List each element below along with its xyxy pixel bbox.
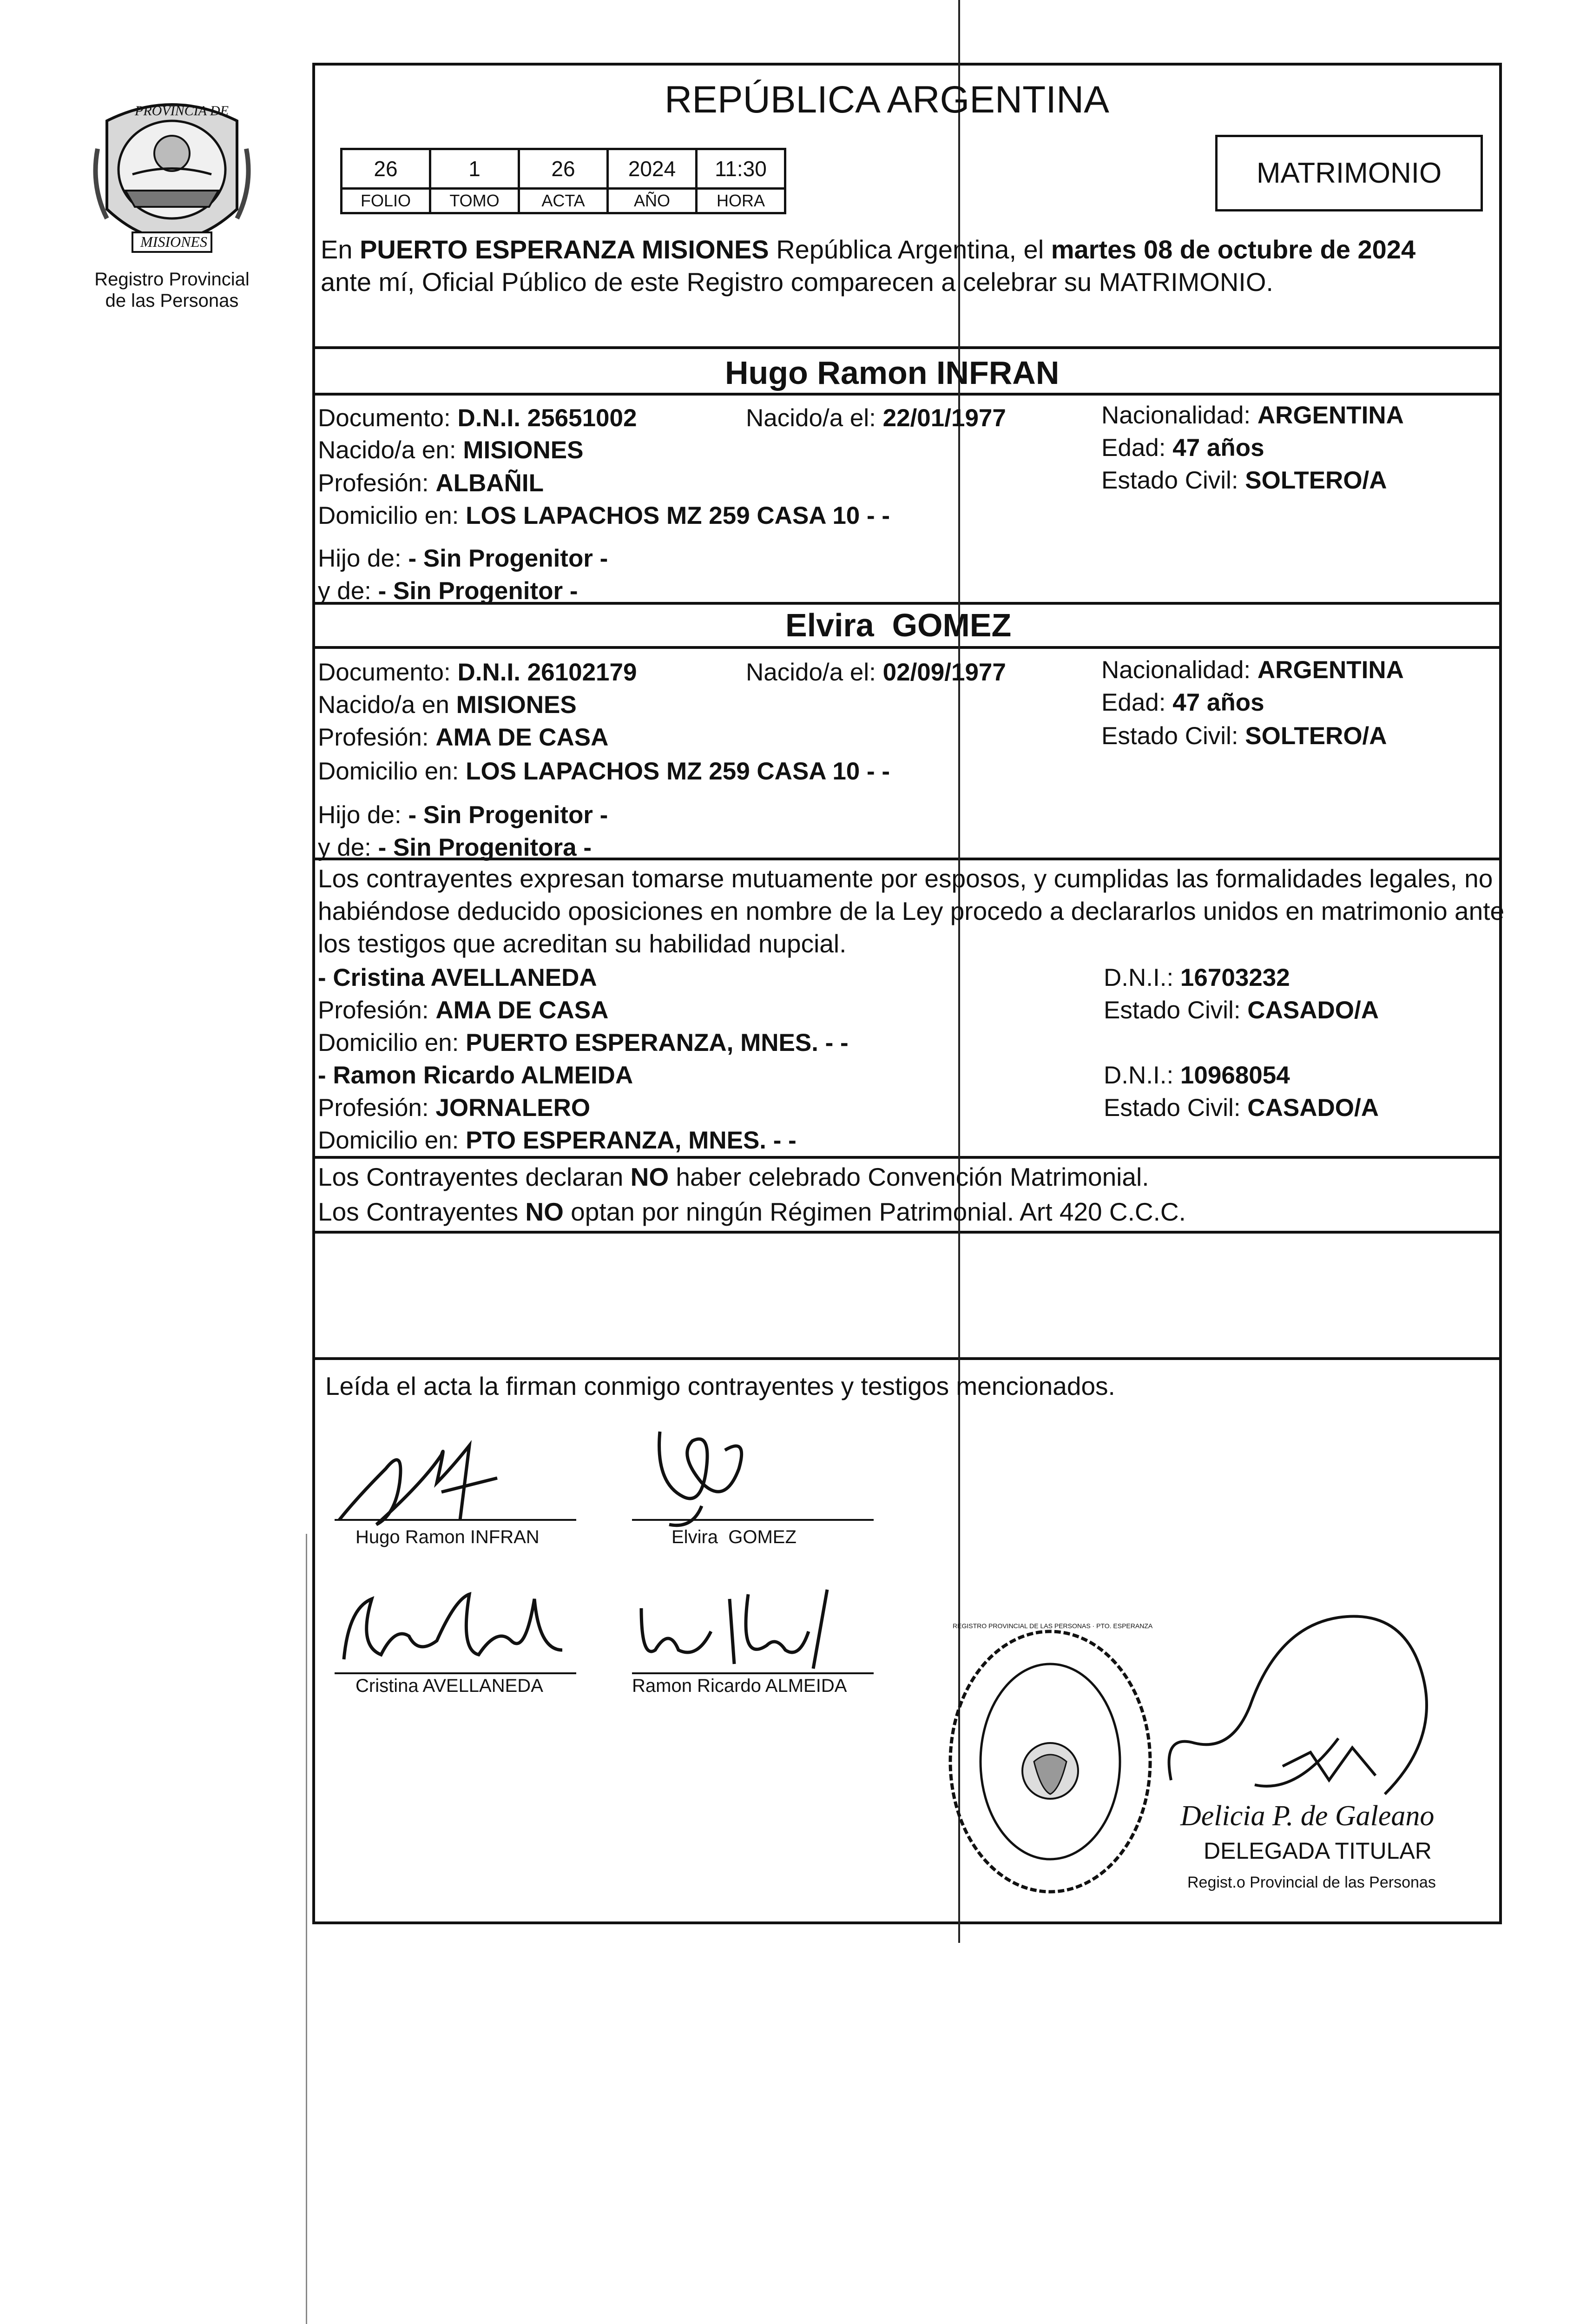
witness2-domicilio — [318, 1126, 797, 1155]
nacionalidad-label: Nacionalidad: — [1101, 402, 1251, 429]
hora-value: 11:30 — [697, 149, 785, 189]
nacido-el-value: 02/09/1977 — [882, 659, 1006, 686]
divider — [312, 1156, 1502, 1159]
spouse1-hijo — [318, 544, 608, 574]
acta-value: 26 — [519, 149, 608, 189]
witness1-name: - Cristina AVELLANEDA — [318, 964, 597, 991]
intro-line2: ante mí, Oficial Público de este Registro comparecen a celebrar su MATRIMONIO. — [321, 267, 1273, 297]
intro-date: martes 08 de octubre de 2024 — [1051, 235, 1416, 264]
signature-name-witness1: Cristina AVELLANEDA — [356, 1676, 543, 1696]
profesion-value: AMA DE CASA — [435, 724, 609, 751]
witness2-dni — [1104, 1061, 1290, 1090]
yde-label: y de: — [318, 834, 371, 861]
spouse1-nacido-el — [746, 403, 1006, 433]
page-title: REPÚBLICA ARGENTINA — [665, 79, 1109, 121]
intro-p1: En — [321, 235, 360, 264]
spouse2-documento — [318, 658, 637, 687]
spouse1-estado — [1101, 466, 1387, 495]
hijo-label: Hijo de: — [318, 545, 402, 572]
estado-value: SOLTERO/A — [1245, 722, 1387, 750]
nacido-en-value: MISIONES — [463, 436, 584, 464]
official-title: DELEGADA TITULAR — [1204, 1838, 1432, 1864]
sigline — [632, 1519, 874, 1521]
domicilio-value: LOS LAPACHOS MZ 259 CASA 10 - - — [466, 758, 890, 785]
profesion-value: AMA DE CASA — [435, 997, 609, 1024]
edad-label: Edad: — [1101, 689, 1166, 716]
regime-l1b: NO — [630, 1162, 669, 1191]
domicilio-label: Domicilio en: — [318, 1029, 459, 1056]
dni-label: D.N.I.: — [1104, 964, 1174, 991]
regime-line1 — [318, 1162, 1149, 1192]
signature-name-spouse1: Hugo Ramon INFRAN — [356, 1527, 540, 1547]
estado-label: Estado Civil: — [1104, 997, 1241, 1024]
signature-name-witness2: Ramon Ricardo ALMEIDA — [632, 1676, 847, 1696]
divider — [312, 1357, 1502, 1360]
regime-l2b: NO — [525, 1197, 564, 1226]
estado-label: Estado Civil: — [1101, 467, 1238, 494]
nacionalidad-label: Nacionalidad: — [1101, 656, 1251, 684]
logo-seal-text-top: PROVINCIA DE — [135, 103, 229, 119]
spouse2-estado — [1101, 721, 1387, 751]
edad-value: 47 años — [1172, 434, 1264, 462]
intro-line1 — [321, 235, 1415, 264]
sigline — [632, 1672, 874, 1674]
witness2-name: - Ramon Ricardo ALMEIDA — [318, 1062, 633, 1089]
stamp-text: REGISTRO PROVINCIAL DE LAS PERSONAS · PTO. ESPERANZA — [953, 1622, 1153, 1630]
nacido-el-label: Nacido/a el: — [746, 659, 876, 686]
nacido-en-value: MISIONES — [456, 691, 577, 719]
regime-l2c: optan por ningún Régimen Patrimonial. Art 420 C.C.C. — [563, 1197, 1186, 1226]
spouse1-yde — [318, 576, 578, 606]
domicilio-value: LOS LAPACHOS MZ 259 CASA 10 - - — [466, 502, 890, 529]
documento-value: D.N.I. 25651002 — [457, 404, 637, 432]
nacionalidad-value: ARGENTINA — [1257, 656, 1404, 684]
spouse2-name: Elvira GOMEZ — [785, 607, 1012, 643]
divider — [312, 393, 1502, 396]
spouse2-profesion — [318, 723, 608, 753]
profesion-label: Profesión: — [318, 1094, 429, 1122]
divider — [312, 1231, 1502, 1234]
registry-name-line2: de las Personas — [105, 290, 239, 311]
spouse2-nacido-el — [746, 658, 1006, 687]
registry-logo — [88, 93, 256, 270]
yde-value: - Sin Progenitor - — [378, 577, 578, 605]
documento-label: Documento: — [318, 404, 451, 432]
nacido-en-label: Nacido/a en: — [318, 436, 456, 464]
spouse2-domicilio — [318, 757, 890, 786]
edad-value: 47 años — [1172, 689, 1264, 716]
yde-label: y de: — [318, 577, 371, 605]
regime-l2a: Los Contrayentes — [318, 1197, 526, 1226]
spouse1-nacionalidad — [1101, 401, 1404, 430]
intro-place: PUERTO ESPERANZA MISIONES — [360, 235, 769, 264]
domicilio-value: PTO ESPERANZA, MNES. - - — [466, 1127, 797, 1154]
scan-line — [306, 1534, 307, 2324]
spouse1-profesion — [318, 469, 544, 498]
estado-value: SOLTERO/A — [1245, 467, 1387, 494]
signature-spouse1 — [330, 1427, 553, 1534]
estado-label: Estado Civil: — [1104, 1094, 1241, 1122]
spouse1-documento — [318, 403, 637, 433]
regime-l1c: haber celebrado Convención Matrimonial. — [669, 1162, 1149, 1191]
signature-witness2 — [627, 1580, 869, 1673]
domicilio-label: Domicilio en: — [318, 1127, 459, 1154]
sigline — [335, 1672, 576, 1674]
registry-name-line1: Registro Provincial — [94, 269, 250, 290]
nacido-el-label: Nacido/a el: — [746, 404, 876, 432]
spouse2-nacionalidad — [1101, 655, 1404, 685]
estado-value: CASADO/A — [1247, 1094, 1379, 1122]
dni-value: 10968054 — [1180, 1062, 1290, 1089]
documento-label: Documento: — [318, 659, 451, 686]
witness1-dni — [1104, 963, 1290, 993]
spouse2-yde — [318, 833, 592, 863]
spouse1-domicilio — [318, 501, 890, 531]
dni-label: D.N.I.: — [1104, 1062, 1174, 1089]
signature-witness1 — [330, 1580, 572, 1673]
profesion-label: Profesión: — [318, 724, 429, 751]
profesion-value: ALBAÑIL — [435, 469, 544, 497]
regime-line2 — [318, 1197, 1186, 1227]
spouse1-edad — [1101, 433, 1264, 463]
nacido-el-value: 22/01/1977 — [882, 404, 1006, 432]
nacionalidad-value: ARGENTINA — [1257, 402, 1404, 429]
witness1-profesion — [318, 996, 608, 1025]
hijo-value: - Sin Progenitor - — [408, 545, 608, 572]
nacido-en-label: Nacido/a en — [318, 691, 449, 719]
domicilio-label: Domicilio en: — [318, 502, 459, 529]
declaration-line3: los testigos que acreditan su habilidad nupcial. — [318, 929, 847, 958]
folio-label: FOLIO — [342, 189, 430, 213]
spouse2-nacido-en — [318, 690, 577, 720]
registry-name — [74, 269, 270, 311]
official-stamp — [934, 1613, 1166, 1910]
profesion-label: Profesión: — [318, 997, 429, 1024]
regime-l1a: Los Contrayentes declaran — [318, 1162, 631, 1191]
witness1-estado — [1104, 996, 1379, 1025]
record-table — [340, 148, 786, 214]
acta-label: ACTA — [519, 189, 608, 213]
witness2-profesion — [318, 1093, 590, 1123]
official-name: Delicia P. de Galeano — [1180, 1800, 1435, 1832]
profesion-value: JORNALERO — [435, 1094, 591, 1122]
declaration-line2: habiéndose deducido oposiciones en nombre de la Ley procedo a declararlos unidos en matrimonio ante — [318, 897, 1505, 925]
logo-seal-text-bottom: MISIONES — [140, 233, 207, 250]
profesion-label: Profesión: — [318, 469, 429, 497]
tomo-label: TOMO — [430, 189, 519, 213]
tomo-value: 1 — [430, 149, 519, 189]
signature-spouse2 — [632, 1413, 781, 1529]
divider — [312, 646, 1502, 649]
estado-value: CASADO/A — [1247, 997, 1379, 1024]
domicilio-label: Domicilio en: — [318, 758, 459, 785]
yde-value: - Sin Progenitora - — [378, 834, 592, 861]
estado-label: Estado Civil: — [1101, 722, 1238, 750]
sigline — [335, 1519, 576, 1521]
documento-value: D.N.I. 26102179 — [457, 659, 637, 686]
signature-name-spouse2: Elvira GOMEZ — [672, 1527, 797, 1547]
domicilio-value: PUERTO ESPERANZA, MNES. - - — [466, 1029, 849, 1056]
edad-label: Edad: — [1101, 434, 1166, 462]
declaration-line1: Los contrayentes expresan tomarse mutuamente por esposos, y cumplidas las formalidades legales, no — [318, 864, 1493, 893]
hijo-value: - Sin Progenitor - — [408, 801, 608, 829]
hijo-label: Hijo de: — [318, 801, 402, 829]
witness2-estado — [1104, 1093, 1379, 1123]
divider — [312, 346, 1502, 349]
intro-p2: República Argentina, el — [769, 235, 1051, 264]
spouse2-hijo — [318, 800, 608, 830]
spouse1-nacido-en — [318, 436, 583, 465]
ano-label: AÑO — [608, 189, 697, 213]
witness1-domicilio — [318, 1028, 849, 1058]
closing-text: Leída el acta la firman conmigo contrayentes y testigos mencionados. — [325, 1372, 1115, 1400]
spouse1-name: Hugo Ramon INFRAN — [725, 355, 1060, 391]
spouse2-edad — [1101, 688, 1264, 718]
act-type-box: MATRIMONIO — [1215, 135, 1483, 211]
dni-value: 16703232 — [1180, 964, 1290, 991]
folio-value: 26 — [342, 149, 430, 189]
ano-value: 2024 — [608, 149, 697, 189]
official-office: Regist.o Provincial de las Personas — [1187, 1874, 1436, 1891]
hora-label: HORA — [697, 189, 785, 213]
